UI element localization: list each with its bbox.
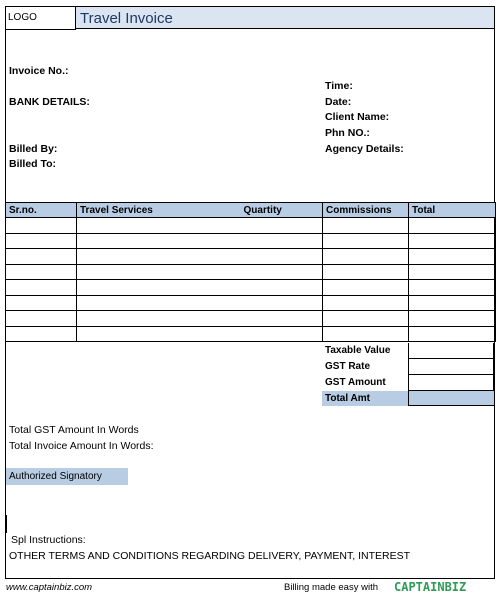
col-header-srno: Sr.no.: [6, 203, 77, 218]
table-cell[interactable]: [323, 326, 409, 342]
bank-details-label: BANK DETAILS:: [9, 96, 90, 108]
table-cell[interactable]: [77, 326, 232, 342]
table-cell[interactable]: [6, 233, 77, 249]
table-cell[interactable]: [6, 249, 77, 265]
table-cell[interactable]: [232, 280, 323, 296]
col-header-travel-services: Travel Services: [77, 203, 232, 218]
table-row: [6, 280, 496, 296]
terms-and-conditions: OTHER TERMS AND CONDITIONS REGARDING DELIVERY, PAYMENT, INTEREST: [9, 550, 411, 562]
table-row: [6, 233, 496, 249]
authorized-signatory: Authorized Signatory: [6, 468, 128, 485]
table-cell[interactable]: [77, 233, 232, 249]
invoice-amount-in-words-label: Total Invoice Amount In Words:: [9, 440, 154, 452]
table-row: [6, 264, 496, 280]
summary-divider: [408, 358, 495, 359]
time-label: Time:: [325, 80, 353, 92]
col-header-total: Total: [409, 203, 496, 218]
date-label: Date:: [325, 96, 352, 108]
table-cell[interactable]: [323, 233, 409, 249]
instructions-marker: [6, 515, 7, 533]
gst-amount-in-words-label: Total GST Amount In Words: [9, 424, 139, 436]
taxable-value-label: Taxable Value: [325, 345, 391, 356]
table-cell[interactable]: [232, 295, 323, 311]
logo-placeholder: LOGO: [5, 6, 76, 30]
footer-tagline: [284, 582, 378, 593]
phone-no-label: Phn NO.:: [325, 127, 370, 139]
table-cell[interactable]: [77, 218, 232, 234]
table-cell[interactable]: [77, 295, 232, 311]
agency-details-label: Agency Details:: [325, 143, 404, 155]
billed-to-label: Billed To:: [9, 158, 57, 170]
table-cell[interactable]: [409, 311, 496, 327]
table-cell[interactable]: [409, 249, 496, 265]
gst-rate-label: GST Rate: [325, 361, 371, 372]
table-row: [6, 249, 496, 265]
table-cell[interactable]: [323, 218, 409, 234]
table-cell[interactable]: [6, 326, 77, 342]
table-cell[interactable]: [323, 264, 409, 280]
special-instructions-label: Spl Instructions:: [11, 534, 86, 546]
table-cell[interactable]: [409, 233, 496, 249]
table-row: [6, 218, 496, 234]
table-cell[interactable]: [77, 280, 232, 296]
table-cell[interactable]: [232, 249, 323, 265]
table-cell[interactable]: [6, 264, 77, 280]
table-cell[interactable]: [232, 326, 323, 342]
footer-rule: [5, 578, 495, 579]
table-cell[interactable]: [323, 249, 409, 265]
table-row: [6, 311, 496, 327]
table-row: [6, 326, 496, 342]
table-cell[interactable]: [77, 311, 232, 327]
billed-by-label: Billed By:: [9, 143, 58, 155]
summary-divider: [408, 374, 495, 375]
table-cell[interactable]: [323, 280, 409, 296]
total-amt-label: Total Amt: [325, 393, 370, 404]
website-link[interactable]: www.captainbiz.com: [6, 582, 93, 593]
items-table: [5, 202, 496, 342]
tagline-text: Billing made easy with: [284, 582, 378, 593]
table-cell[interactable]: [6, 218, 77, 234]
col-header-commissions: Commissions: [323, 203, 409, 218]
table-row: [6, 295, 496, 311]
table-cell[interactable]: [232, 233, 323, 249]
table-cell[interactable]: [409, 218, 496, 234]
table-cell[interactable]: [323, 311, 409, 327]
table-cell[interactable]: [77, 249, 232, 265]
table-cell[interactable]: [409, 326, 496, 342]
table-cell[interactable]: [232, 311, 323, 327]
table-cell[interactable]: [6, 280, 77, 296]
client-name-label: Client Name:: [325, 111, 390, 123]
gst-amount-label: GST Amount: [325, 377, 386, 388]
table-cell[interactable]: [77, 264, 232, 280]
table-cell[interactable]: [409, 295, 496, 311]
table-cell[interactable]: [323, 295, 409, 311]
invoice-no-label: Invoice No.:: [9, 65, 69, 77]
table-cell[interactable]: [232, 218, 323, 234]
table-cell[interactable]: [6, 295, 77, 311]
invoice-title: Travel Invoice: [76, 7, 494, 29]
table-cell[interactable]: [232, 264, 323, 280]
total-amt-value-cell[interactable]: [409, 391, 494, 405]
col-header-quantity: Quartity: [232, 203, 323, 218]
table-cell[interactable]: [409, 280, 496, 296]
captainbiz-logo: CAPTAINBIZ: [394, 580, 467, 594]
table-cell[interactable]: [6, 311, 77, 327]
table-cell[interactable]: [409, 264, 496, 280]
table-header-row: [6, 203, 496, 218]
